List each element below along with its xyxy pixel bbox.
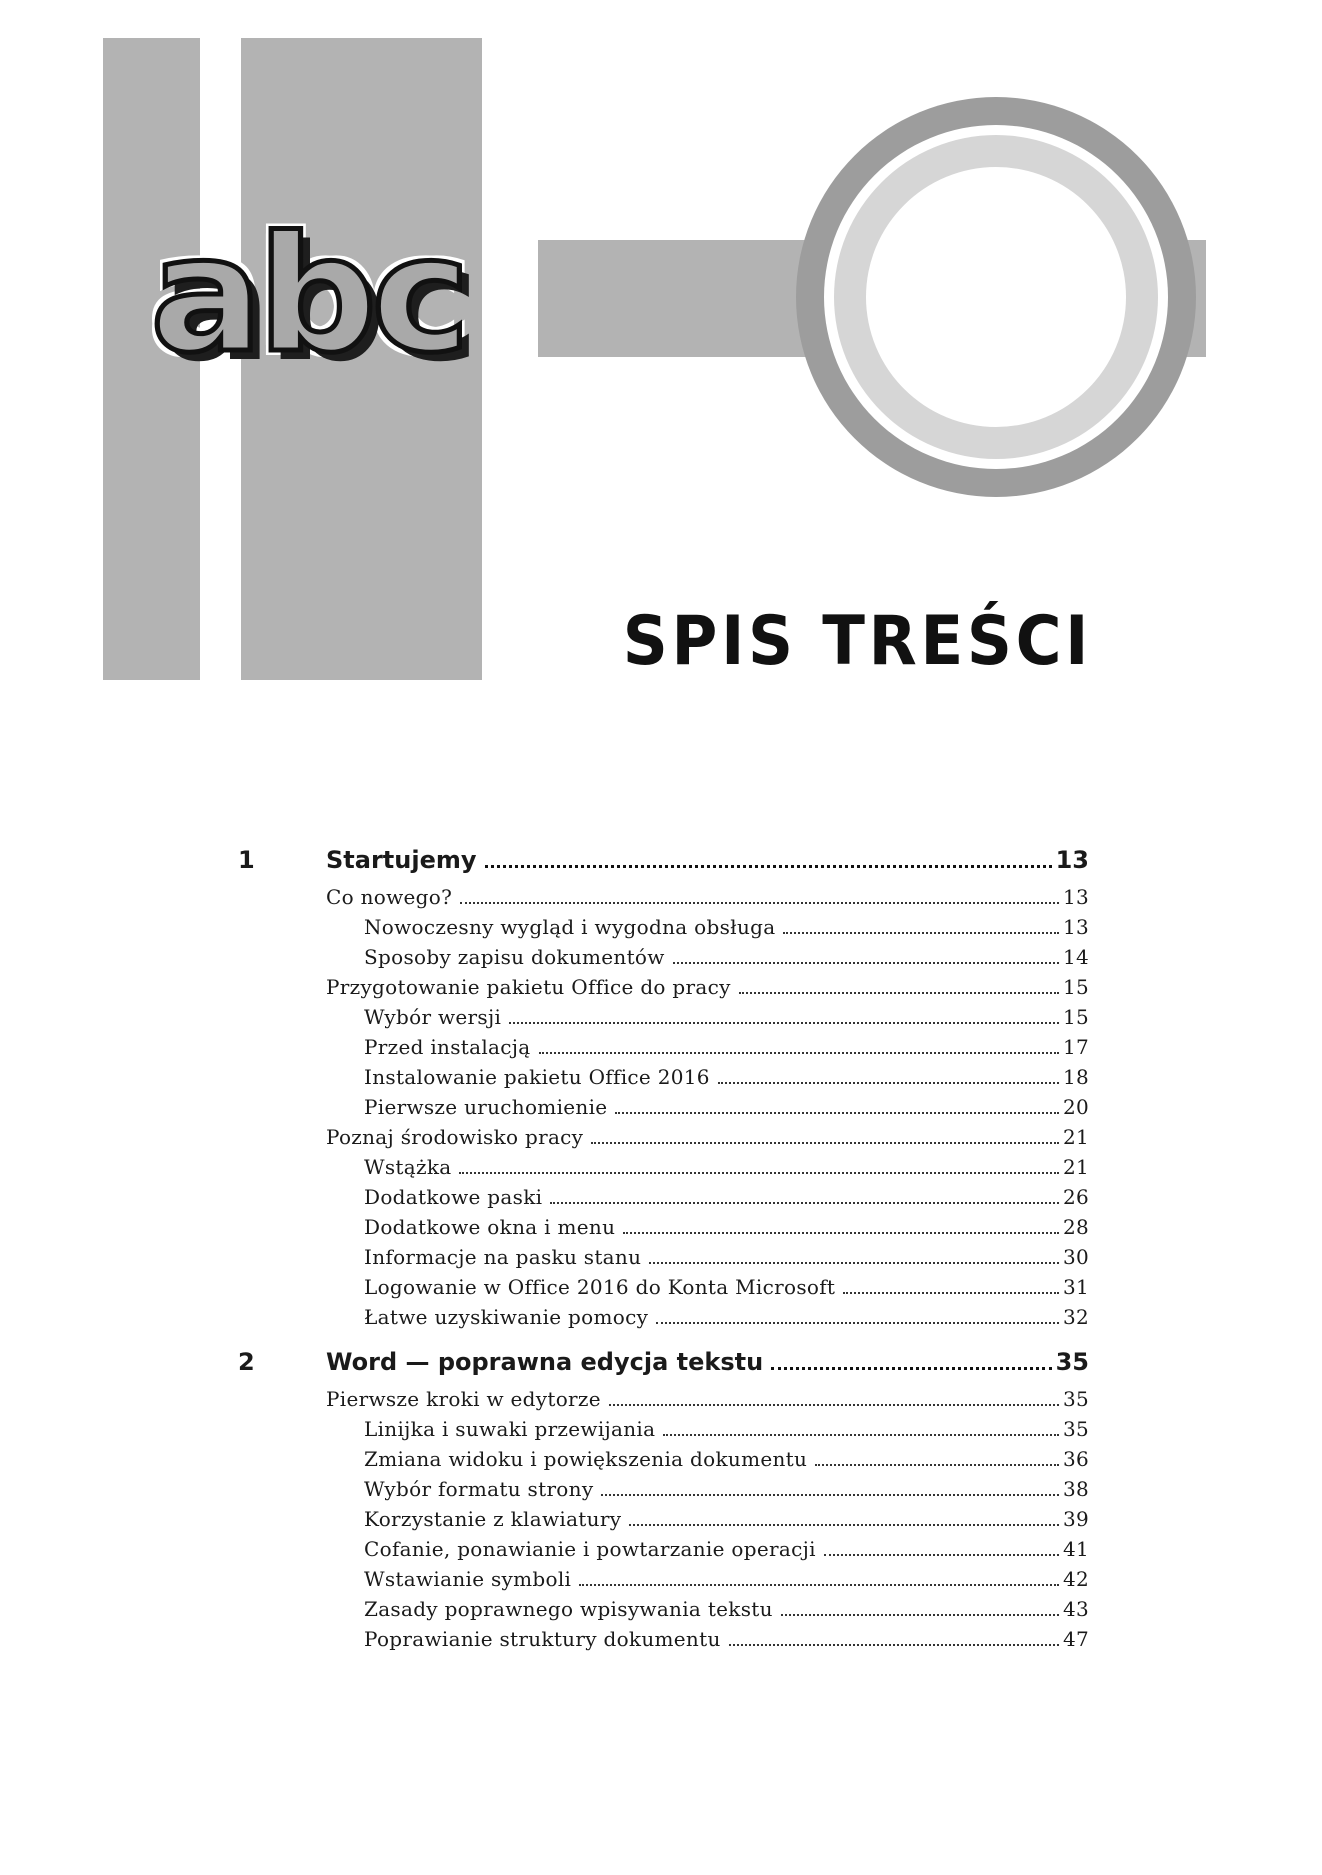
- toc-entry[interactable]: [0, 1302, 1322, 1332]
- chapter-number: 2: [238, 1348, 255, 1376]
- toc-entry[interactable]: [0, 972, 1322, 1002]
- ring-inner: [866, 167, 1126, 427]
- entry-title: Poprawianie struktury dokumentu: [364, 1627, 721, 1651]
- entry-title: Cofanie, ponawianie i powtarzanie operacji: [364, 1537, 816, 1561]
- dot-leader: [591, 1142, 1059, 1144]
- entry-page: 36: [1062, 1447, 1089, 1471]
- entry-title: Informacje na pasku stanu: [364, 1245, 642, 1269]
- entry-page: 26: [1062, 1185, 1089, 1209]
- toc-entry[interactable]: [0, 1624, 1322, 1654]
- entry-page: 17: [1062, 1035, 1089, 1059]
- dot-leader: [656, 1322, 1059, 1324]
- chapter-1: [0, 842, 1322, 1332]
- entry-title: Dodatkowe okna i menu: [364, 1215, 616, 1239]
- dot-leader: [663, 1434, 1059, 1436]
- chapter-page: 13: [1055, 846, 1089, 874]
- entry-title: Łatwe uzyskiwanie pomocy: [364, 1305, 649, 1329]
- dot-leader: [629, 1524, 1059, 1526]
- entry-title: Przed instalacją: [364, 1035, 531, 1059]
- dot-leader: [739, 992, 1059, 994]
- entry-page: 13: [1062, 915, 1089, 939]
- toc-entry[interactable]: [0, 912, 1322, 942]
- toc-entry[interactable]: [0, 882, 1322, 912]
- dot-leader: [539, 1052, 1059, 1054]
- chapter-heading[interactable]: [0, 1344, 1322, 1384]
- entry-page: 32: [1062, 1305, 1089, 1329]
- dot-leader: [509, 1022, 1059, 1024]
- dot-leader: [783, 932, 1058, 934]
- dot-leader: [815, 1464, 1059, 1466]
- table-of-contents: [0, 842, 1322, 1666]
- dot-leader: [459, 1172, 1058, 1174]
- entry-title: Co nowego?: [326, 885, 453, 909]
- entry-page: 42: [1062, 1567, 1089, 1591]
- entry-page: 18: [1062, 1065, 1089, 1089]
- entry-title: Wstawianie symboli: [364, 1567, 572, 1591]
- toc-entry[interactable]: [0, 1182, 1322, 1212]
- chapter-title: Startujemy: [326, 846, 477, 874]
- entry-page: 13: [1062, 885, 1089, 909]
- dot-leader: [601, 1494, 1059, 1496]
- toc-entry[interactable]: [0, 1212, 1322, 1242]
- toc-entry[interactable]: [0, 942, 1322, 972]
- dot-leader: [460, 902, 1059, 904]
- dot-leader: [649, 1262, 1059, 1264]
- entry-title: Zmiana widoku i powiększenia dokumentu: [364, 1447, 808, 1471]
- entry-page: 35: [1062, 1417, 1089, 1441]
- dot-leader: [623, 1232, 1059, 1234]
- toc-entry[interactable]: [0, 1564, 1322, 1594]
- entry-page: 14: [1062, 945, 1089, 969]
- entry-title: Wstążka: [364, 1155, 452, 1179]
- entry-title: Poznaj środowisko pracy: [326, 1125, 584, 1149]
- toc-entry[interactable]: [0, 1534, 1322, 1564]
- entry-page: 21: [1062, 1125, 1089, 1149]
- entry-title: Korzystanie z klawiatury: [364, 1507, 622, 1531]
- toc-entry[interactable]: [0, 1032, 1322, 1062]
- dot-leader: [771, 1367, 1051, 1370]
- entry-page: 20: [1062, 1095, 1089, 1119]
- entry-title: Dodatkowe paski: [364, 1185, 543, 1209]
- entry-title: Nowoczesny wygląd i wygodna obsługa: [364, 915, 776, 939]
- entry-title: Wybór wersji: [364, 1005, 502, 1029]
- dot-leader: [673, 962, 1059, 964]
- dot-leader: [781, 1614, 1059, 1616]
- entry-title: Zasady poprawnego wpisywania tekstu: [364, 1597, 773, 1621]
- toc-entry[interactable]: [0, 1414, 1322, 1444]
- dot-leader: [843, 1292, 1059, 1294]
- toc-entry[interactable]: [0, 1272, 1322, 1302]
- entry-page: 21: [1062, 1155, 1089, 1179]
- entry-title: Instalowanie pakietu Office 2016: [364, 1065, 710, 1089]
- chapter-page: 35: [1055, 1348, 1089, 1376]
- dot-leader: [550, 1202, 1059, 1204]
- entry-title: Pierwsze kroki w edytorze: [326, 1387, 601, 1411]
- dot-leader: [485, 865, 1052, 868]
- entry-title: Przygotowanie pakietu Office do pracy: [326, 975, 731, 999]
- entry-title: Linijka i suwaki przewijania: [364, 1417, 656, 1441]
- chapter-title: Word — poprawna edycja tekstu: [326, 1348, 764, 1376]
- chapter-number: 1: [238, 846, 255, 874]
- toc-entry[interactable]: [0, 1062, 1322, 1092]
- entry-page: 15: [1062, 975, 1089, 999]
- entry-page: 28: [1062, 1215, 1089, 1239]
- dot-leader: [609, 1404, 1059, 1406]
- entry-page: 38: [1062, 1477, 1089, 1501]
- dot-leader: [579, 1584, 1059, 1586]
- chapter-2: [0, 1344, 1322, 1654]
- entry-title: Logowanie w Office 2016 do Konta Microsoft: [364, 1275, 836, 1299]
- toc-entry[interactable]: [0, 1384, 1322, 1414]
- entry-page: 31: [1062, 1275, 1089, 1299]
- page-title: SPIS TREŚCI: [622, 602, 1092, 681]
- chapter-heading[interactable]: [0, 842, 1322, 882]
- dot-leader: [729, 1644, 1059, 1646]
- dot-leader: [824, 1554, 1059, 1556]
- entry-page: 30: [1062, 1245, 1089, 1269]
- toc-entry[interactable]: [0, 1092, 1322, 1122]
- toc-entry[interactable]: [0, 1122, 1322, 1152]
- entry-page: 35: [1062, 1387, 1089, 1411]
- toc-entry[interactable]: [0, 1002, 1322, 1032]
- entry-page: 15: [1062, 1005, 1089, 1029]
- entry-page: 47: [1062, 1627, 1089, 1651]
- toc-entry[interactable]: [0, 1242, 1322, 1272]
- entry-page: 43: [1062, 1597, 1089, 1621]
- entry-page: 39: [1062, 1507, 1089, 1531]
- toc-entry[interactable]: [0, 1444, 1322, 1474]
- entry-title: Wybór formatu strony: [364, 1477, 594, 1501]
- entry-page: 41: [1062, 1537, 1089, 1561]
- abc-logo: abc: [150, 201, 465, 388]
- dot-leader: [615, 1112, 1059, 1114]
- entry-title: Sposoby zapisu dokumentów: [364, 945, 665, 969]
- dot-leader: [718, 1082, 1059, 1084]
- toc-entry[interactable]: [0, 1504, 1322, 1534]
- toc-entry[interactable]: [0, 1152, 1322, 1182]
- entry-title: Pierwsze uruchomienie: [364, 1095, 608, 1119]
- toc-entry[interactable]: [0, 1474, 1322, 1504]
- toc-entry[interactable]: [0, 1594, 1322, 1624]
